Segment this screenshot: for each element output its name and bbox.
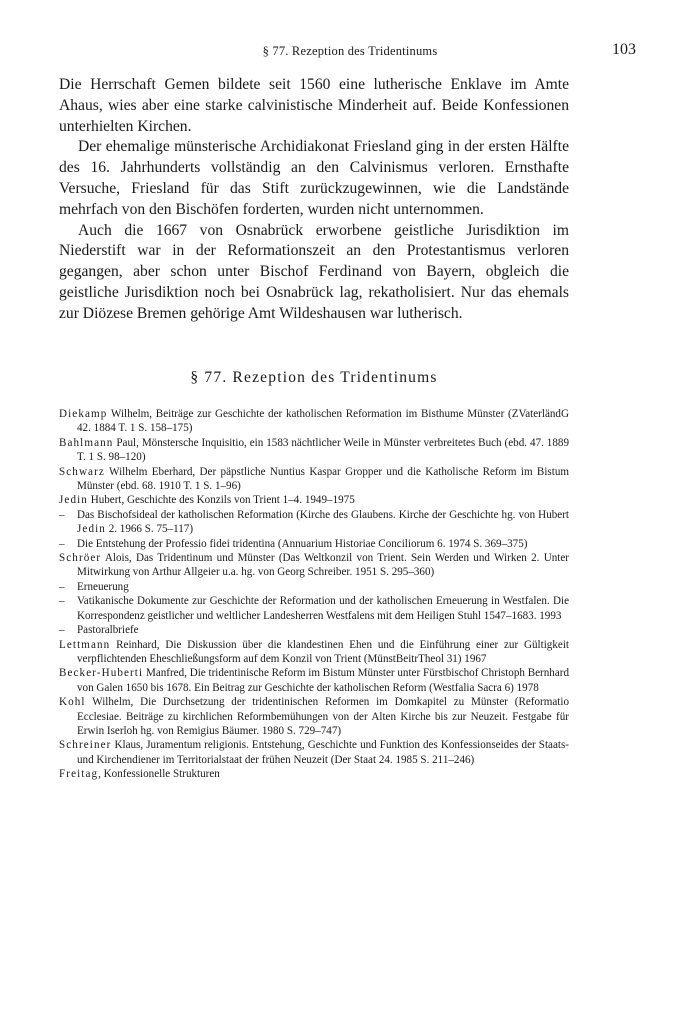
paragraph: Der ehemalige münsterische Archidiakonat Friesland ging in der ersten Hälfte des 16. Jahrhunderts vollständig an den Calvinismus verloren. Ernsthafte Versuche, Friesland für das Stift zurückzugewinnen, wie die Landstände mehrfach von den Bischöfen forderten, wurden nicht unternommen. (59, 138, 569, 218)
entry-text: Klaus, Juramentum religionis. Entstehung, Geschichte und Funktion des Konfessionseides der Staats- und Kirchendiener im Territorialstaat der frühen Neuzeit (Der Staat 24. 1985 S. 211–246) (77, 739, 569, 766)
entry-text: Reinhard, Die Diskussion über die klandestinen Ehen und die Einführung einer zur Gültigkeit verpflichtenden Eheschließungsform auf dem Konzil von Trient (MünstBeitrTheol 31) 1967 (77, 638, 569, 665)
bibliography-entry (59, 666, 569, 695)
entry-text: Manfred, Die tridentinische Reform im Bistum Münster unter Fürstbischof Christoph Bernhard von Galen 1650 bis 1678. Ein Beitrag zur Geschichte der katholischen Reform (Westfalia Sacra 6) 1978 (77, 667, 569, 694)
bibliography-sub-entry (59, 508, 569, 537)
dash-mark: – (59, 537, 65, 550)
entry-text: Das Bischofsideal der katholischen Reformation (Kirche des Glaubens. Kirche der Geschichte hg. von Hubert (77, 508, 569, 521)
entry-author: Schröer (59, 552, 102, 565)
paragraph: Auch die 1667 von Osnabrück erworbene geistliche Jurisdiktion im Niederstift war in der Reformationszeit an den Protestantismus verloren gegangen, aber schon unter Bischof Ferdinand von Bayern, obgleich die geistliche Jurisdiktion noch bei Osnabrück lag, rekatholisiert. Nur das ehemals zur Diözese Bremen gehörige Amt Wildeshausen war lutherisch. (59, 221, 569, 322)
entry-text: Wilhelm, Die Durchsetzung der tridentinischen Reformen im Domkapitel zu Münster (Reformatio Ecclesiae. Beiträge zu kirchlichen Reformbemühungen von der Alten Kirche bis zur Neuzeit. Festgabe für Erwin Iserloh hg. von Remigius Bäumer. 1980 S. 729–747) (77, 696, 569, 737)
bibliography-sub-entry (59, 537, 569, 551)
entry-text: Vatikanische Dokumente zur Geschichte der Reformation und der katholischen Erneuerung in Westfalen. Die Korrespondenz geistlicher und weltlicher Landesherren Westfalens mit dem Heiligen Stuhl 1547–1683. 1993 (77, 595, 569, 622)
entry-text: Wilhelm Eberhard, Der päpstliche Nuntius Kaspar Gropper und die Katholische Reform im Bistum Münster (ebd. 68. 1910 T. 1 S. 1–96) (77, 465, 569, 493)
entry-author: Bahlmann (59, 436, 114, 449)
entry-author: Jedin (59, 494, 88, 507)
entry-text: Pastoralbriefe (77, 624, 139, 637)
running-head-title: § 77. Rezeption des Tridentinums (262, 44, 438, 58)
entry-author: Schwarz (59, 465, 105, 478)
bibliography-entry (59, 493, 569, 507)
dash-mark: – (59, 580, 65, 593)
paragraph: Die Herrschaft Gemen bildete seit 1560 eine lutherische Enklave im Amte Ahaus, wies aber eine starke calvinistische Minderheit auf. Beide Konfessionen unterhielten Kirchen. (59, 76, 569, 135)
bibliography-sub-entry (59, 580, 569, 594)
bibliography-entry (59, 695, 569, 738)
entry-text: Wilhelm, Beiträge zur Geschichte der katholischen Reformation im Bisthume Münster (ZVaterländG 42. 1884 T. 1 S. 158–175) (77, 408, 569, 435)
body-text (59, 75, 569, 325)
bibliography-entry (59, 738, 569, 767)
bibliography (59, 407, 569, 782)
entry-author: Becker-Huberti (59, 667, 144, 680)
entry-text: Hubert, Geschichte des Konzils von Trient 1–4. 1949–1975 (87, 494, 355, 507)
entry-text: Paul, Mönstersche Inquisitio, ein 1583 nächtlicher Weile in Münster verbreitetes Buch (ebd. 47. 1889 T. 1 S. 98–120) (77, 436, 569, 464)
bibliography-entry (59, 436, 569, 465)
dash-mark: – (59, 624, 65, 637)
bibliography-entry (59, 551, 569, 580)
bibliography-sub-entry (59, 594, 569, 623)
bibliography-entry (59, 638, 569, 667)
entry-text: , Konfessionelle Strukturen (98, 768, 220, 781)
running-head (28, 41, 672, 64)
dash-mark: – (59, 508, 65, 521)
entry-text: 2. 1966 S. 75–117) (105, 523, 194, 536)
bibliography-sub-entry (59, 623, 569, 637)
entry-text: Die Entstehung der Professio fidei tridentina (Annuarium Historiae Conciliorum 6. 1974 S. 369–375) (77, 537, 528, 550)
entry-text: Erneuerung (77, 580, 129, 593)
bibliography-entry (59, 407, 569, 436)
entry-text: Alois, Das Tridentinum und Münster (Das Weltkonzil von Trient. Sein Werden und Wirken 2. Unter Mitwirkung von Arthur Allgeier u.a. hg. von Georg Schreiber. 1951 S. 295–360) (77, 552, 569, 579)
entry-author: Diekamp (59, 408, 108, 420)
page-number: 103 (612, 41, 636, 58)
entry-author: Freitag (59, 768, 99, 781)
entry-author: Lettmann (59, 638, 111, 651)
dash-mark: – (59, 595, 65, 608)
bibliography-entry (59, 767, 569, 781)
bibliography-entry (59, 465, 569, 494)
entry-author: Schreiner (59, 739, 112, 752)
entry-author: Kohl (59, 696, 86, 709)
entry-editor: Jedin (77, 523, 106, 536)
section-heading: § 77. Rezeption des Tridentinums (190, 369, 438, 386)
